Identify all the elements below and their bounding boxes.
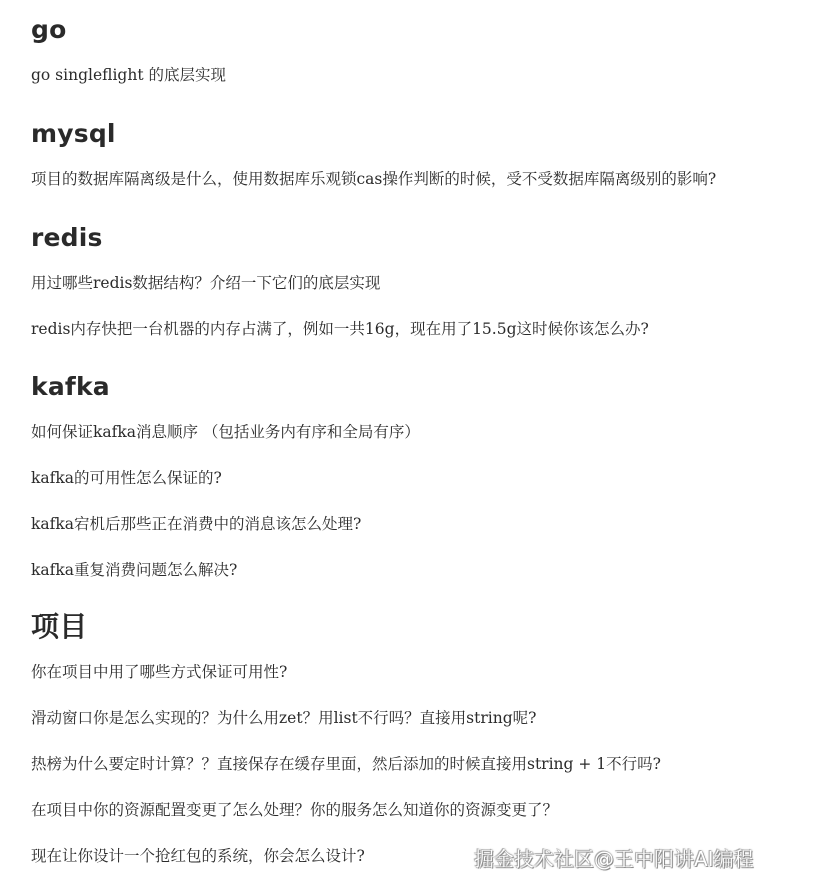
section-heading: 项目 — [31, 610, 88, 643]
question-item: 在项目中你的资源配置变更了怎么处理？你的服务怎么知道你的资源变更了？ — [31, 801, 559, 819]
question-item: 如何保证kafka消息顺序 （包括业务内有序和全局有序） — [31, 423, 420, 441]
question-item: 滑动窗口你是怎么实现的？为什么用zet？用list不行吗？直接用string呢? — [31, 709, 537, 727]
question-item: redis内存快把一台机器的内存占满了，例如一共16g，现在用了15.5g这时候你该怎么办? — [31, 320, 649, 338]
question-item: kafka的可用性怎么保证的? — [31, 469, 222, 487]
question-item: go singleflight 的底层实现 — [31, 66, 226, 84]
section-project — [31, 612, 801, 867]
question-item: 你在项目中用了哪些方式保证可用性? — [31, 663, 288, 681]
question-item: 现在让你设计一个抢红包的系统，你会怎么设计? — [31, 847, 365, 865]
section-mysql — [31, 119, 801, 190]
section-redis — [31, 223, 801, 340]
section-heading: go — [31, 15, 67, 44]
section-heading: mysql — [31, 119, 116, 148]
section-heading: kafka — [31, 372, 110, 401]
section-go — [31, 15, 801, 86]
watermark: 掘金技术社区@王中阳讲AI编程 — [474, 847, 754, 871]
question-item: 热榜为什么要定时计算？？直接保存在缓存里面，然后添加的时候直接用string + 1不行吗? — [31, 755, 661, 773]
section-kafka — [31, 372, 801, 581]
question-item: kafka宕机后那些正在消费中的消息该怎么处理? — [31, 515, 362, 533]
question-item: 项目的数据库隔离级是什么，使用数据库乐观锁cas操作判断的时候，受不受数据库隔离级别的影响? — [31, 170, 717, 188]
question-item: 用过哪些redis数据结构？介绍一下它们的底层实现 — [31, 274, 381, 292]
section-heading: redis — [31, 223, 103, 252]
question-item: kafka重复消费问题怎么解决? — [31, 561, 238, 579]
